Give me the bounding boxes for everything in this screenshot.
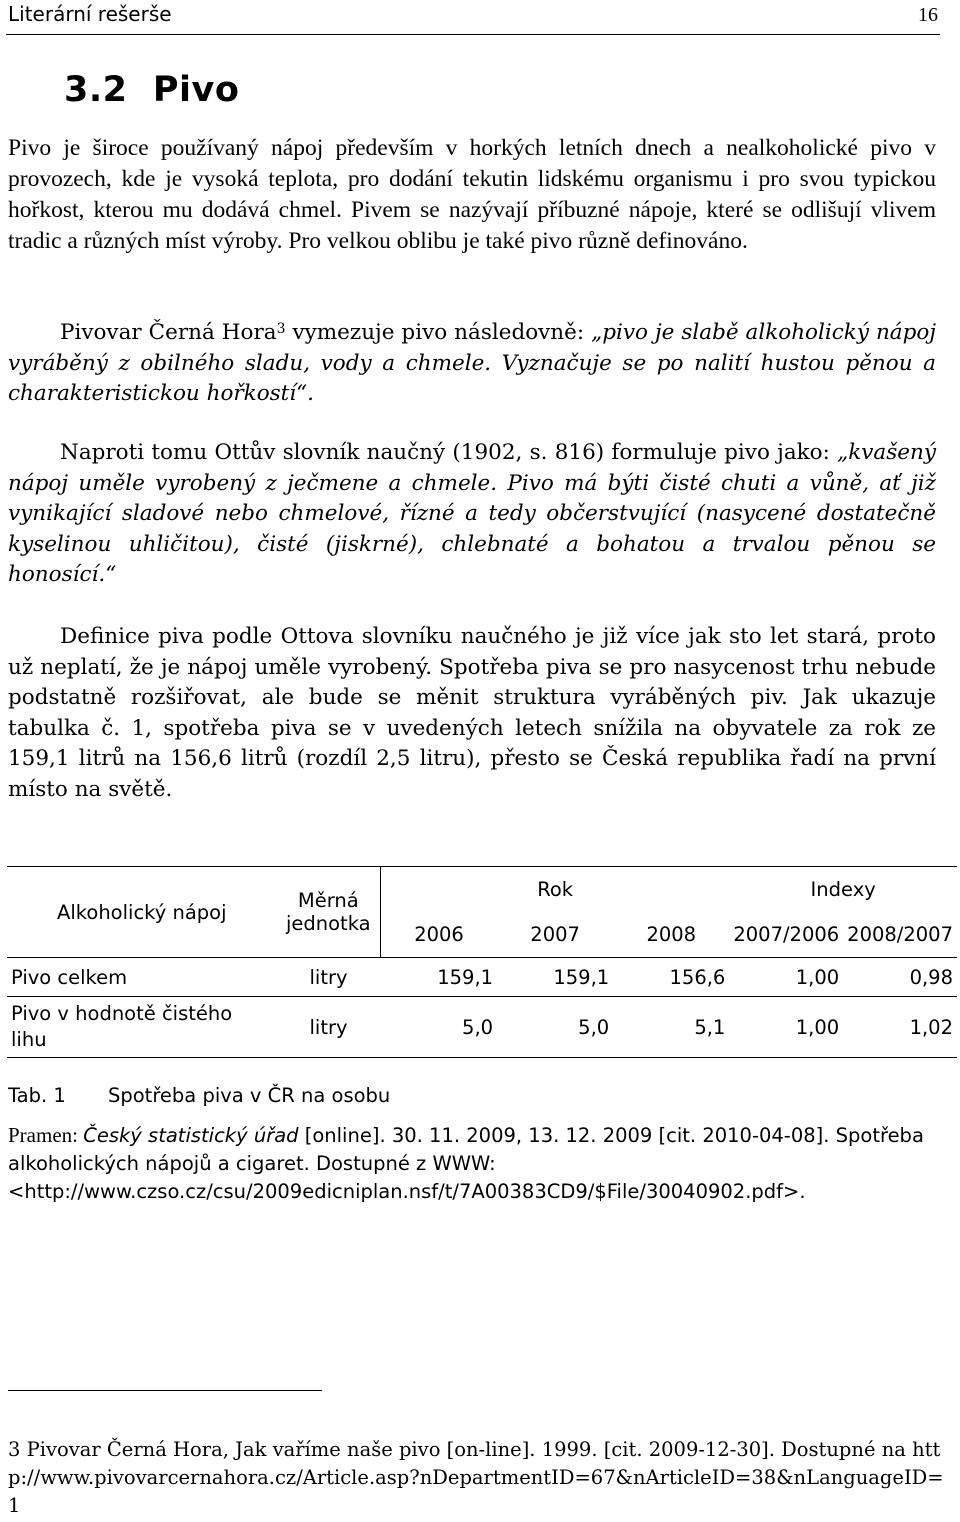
th-index-1: 2007/2006 (733, 923, 840, 946)
cell-2007: 159,1 (497, 958, 613, 997)
paragraph-3-quote: „kvašený nápoj uměle vyrobený z ječmene a chmele. Pivo má býti čisté chuti a vůně, ať již vynikající sladové nebo chmelové, řízné a tedy občerstvující (nasycené dostatečně kyselinou uhličitou), čisté (jiskrné), chlebnaté a bohatou a trvalou pěnou se honosící.“ (8, 440, 936, 587)
paragraph-2 (8, 318, 936, 410)
paragraph-3 (8, 438, 936, 591)
paragraph-2-text: Pivovar Černá Hora (60, 320, 277, 345)
paragraph-2-quote: „pivo je slabě alkoholický nápoj vyráběný z obilného sladu, vody a chmele. Vyznačuje se po nalití hustou pěnou a charakteristickou hořkostí“. (8, 320, 937, 406)
cell-2006: 159,1 (380, 958, 497, 997)
section-heading: 3.2 Pivo (64, 70, 240, 110)
source-rest: [online]. 30. 11. 2009, 13. 12. 2009 [cit. 2010-04-08]. Spotřeba alkoholických nápojů a cigaret. Dostupné z WWW: <http://www.czso.cz/csu/2009edicniplan.nsf/t/7A00383CD9/$File/30040902.pdf>. (8, 1124, 924, 1203)
source-prefix: Pramen: (8, 1123, 84, 1147)
cell-2007: 5,0 (497, 997, 613, 1058)
caption-label: Tab. 1 (8, 1084, 66, 1107)
table-caption (8, 1084, 390, 1107)
table-row (7, 997, 957, 1058)
cell-index-1: 1,00 (729, 997, 843, 1058)
paragraph-4-text: Definice piva podle Ottova slovníku naučného je již více jak sto let stará, proto už neplatí, že je nápoj uměle vyrobený. Spotřeba piva se pro nasycenost trhu nebude podstatně rozšiřovat, ale bude se měnit struktura vyráběných piv. Jak ukazuje tabulka č. 1, spotřeba piva se v uvedených letech snížila na obyvatele za rok ze 159,1 litrů na 156,6 litrů (rozdíl 2,5 litru), přesto se Česká republika řadí na první místo na světě. (8, 624, 936, 802)
cell-unit: litry (277, 958, 381, 997)
cell-index-2: 0,98 (843, 958, 957, 997)
cell-index-2: 1,02 (843, 997, 957, 1058)
footnote: 3 Pivovar Černá Hora, Jak vaříme naše pivo [on-line]. 1999. [cit. 2009-12-30]. Dostupné na http://www.pivovarcernahora.cz/Article.asp?nDepartmentID=67&nArticleID=38&nLanguageID=1 (8, 1438, 944, 1517)
cell-drink: Pivo celkem (7, 958, 277, 997)
th-year-2007: 2007 (530, 923, 580, 946)
th-unit: Měrná jednotka (277, 867, 381, 958)
header-rule (6, 34, 940, 35)
cell-2008: 156,6 (613, 958, 729, 997)
table-source (8, 1121, 948, 1206)
th-year-group: Rok (380, 867, 729, 913)
cell-index-1: 1,00 (729, 958, 843, 997)
source-title: Český statistický úřad (83, 1124, 299, 1147)
th-index-2: 2008/2007 (847, 923, 953, 946)
paragraph-4 (8, 622, 936, 805)
paragraph-2-mid: vymezuje pivo následovně: (285, 320, 592, 345)
paragraph-1-text: Pivo je široce používaný nápoj především v horkých letních dnech a nealkoholické pivo v provozech, kde je vysoká teplota, pro dodání tekutin lidskému organismu i pro svou typickou hořkost, kterou mu dodává chmel. Pivem se nazývají příbuzné nápoje, které se odlišují vlivem tradic a různých míst výroby. Pro velkou oblibu je také pivo různě definováno. (8, 135, 936, 254)
th-year-2008: 2008 (646, 923, 697, 946)
cell-2006: 5,0 (380, 997, 497, 1058)
cell-unit: litry (277, 997, 381, 1058)
footnote-ref: 3 (276, 321, 286, 337)
page-number: 16 (918, 4, 938, 26)
paragraph-1 (8, 133, 936, 257)
cell-drink: Pivo v hodnotě čistého lihu (7, 997, 277, 1058)
caption-text: Spotřeba piva v ČR na osobu (108, 1084, 391, 1107)
th-drink: Alkoholický nápoj (7, 867, 277, 958)
paragraph-3-text: Naproti tomu Ottův slovník naučný (1902, s. 816) formuluje pivo jako: (60, 440, 838, 465)
running-header-title: Literární rešerše (8, 2, 172, 26)
table-row (7, 958, 957, 997)
th-index-group: Indexy (729, 867, 957, 913)
th-year-2006: 2006 (380, 912, 497, 958)
cell-2008: 5,1 (613, 997, 729, 1058)
footnote-rule (8, 1390, 322, 1391)
consumption-table (7, 866, 957, 1058)
